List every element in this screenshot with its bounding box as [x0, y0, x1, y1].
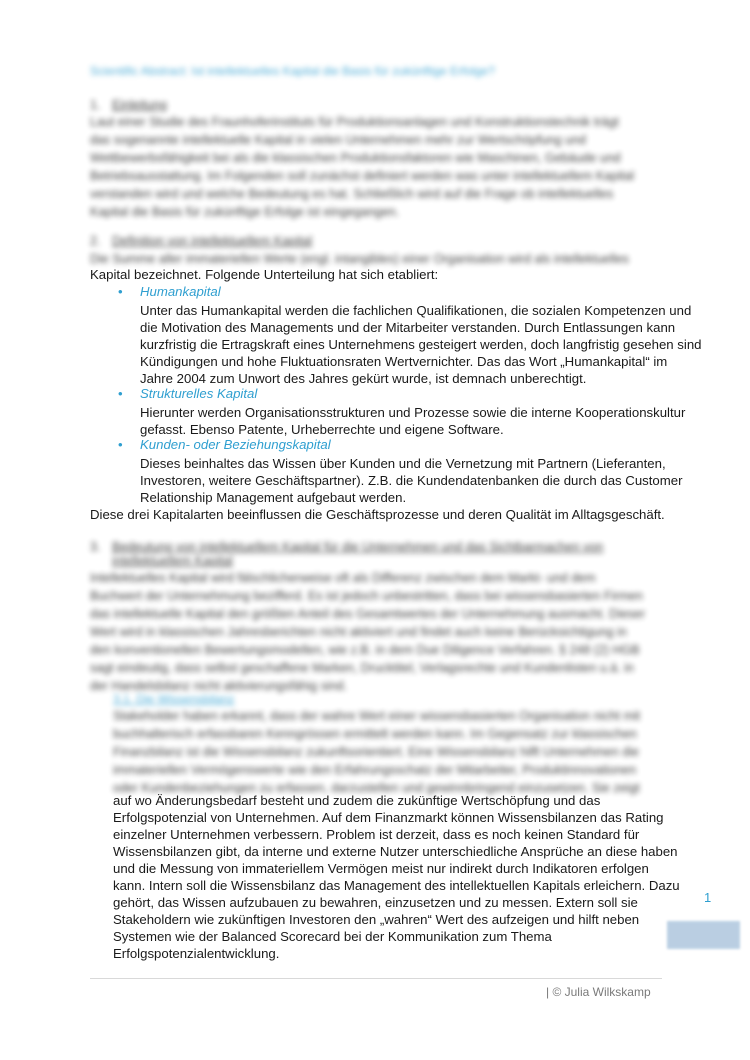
bullet-icon: • — [118, 437, 123, 452]
text-line: Hierunter werden Organisationsstrukturen und Prozesse sowie die interne Kooperationskultur — [140, 405, 686, 420]
text-line: das intellektuelle Kapital den größten Anteil des Gesamtwertes der Unternehmung ausmacht. Dieser — [90, 607, 646, 621]
subsection-body — [113, 707, 653, 797]
section-body — [90, 569, 650, 695]
section-heading — [90, 98, 650, 112]
bullet-body — [140, 455, 682, 506]
text-line: der Handelsbilanz nicht aktivierungsfähig sind. — [90, 679, 348, 693]
page-number: 1 — [704, 890, 712, 905]
page-number-tab — [667, 921, 740, 949]
section-heading — [90, 234, 650, 248]
section-number: 3. — [90, 540, 101, 554]
text-line: Stakeholder haben erkannt, dass der wahre Wert einer wissensbasierten Organisation nicht mit — [113, 709, 641, 723]
text-line: Kündigungen und hohe Fluktuationsraten Wertvernichter. Das das Wort „Humankapital“ im — [140, 354, 668, 369]
text-line: Betriebsausstattung. Im Folgenden soll zunächst definiert werden was unter intellektuellem Kapital — [90, 169, 635, 183]
text-line: die Motivation des Managements und der Mitarbeiter verstanden. Durch Entlassungen kann — [140, 320, 676, 335]
bullet-label: Humankapital — [140, 284, 221, 299]
bullet-icon: • — [118, 386, 123, 401]
bullet-strukturelles-kapital — [118, 386, 257, 401]
text-line: sagt eindeutig, dass selbst geschaffene Marken, Drucktitel, Verlagsrechte und Kundenlisten u.ä. in — [90, 661, 634, 675]
section-title-continued — [90, 554, 650, 568]
bullet-humankapital — [118, 284, 221, 299]
section-title: Einleitung — [112, 98, 167, 112]
text-line: immateriellen Vermögenswerte wie den Erfahrungsschatz der Mitarbeiter, Produktinnovationen — [113, 763, 637, 777]
text-line: Finanzbilanz ist die Wissensbilanz zukunftsorientiert. Eine Wissensbilanz hilft Unternehmen die — [113, 745, 639, 759]
footer-copyright: | © Julia Wilkskamp — [546, 985, 651, 999]
text-line: Die Summe aller immateriellen Werte (engl. intangibles) einer Organisation wird als intellektuelles — [90, 252, 629, 266]
subsection-wissensbilanz — [113, 692, 653, 797]
text-line: verstanden wird und welche Bedeutung es hat. Schließlich wird auf die Frage ob intellektuelles — [90, 187, 614, 201]
text-line: Erfolgspotenzial von Unternehmen. Auf dem Finanzmarkt können Wissensbilanzen das Rating — [113, 810, 664, 825]
footer-divider — [90, 978, 662, 979]
section-title: Definition von intellektuellem Kapital — [112, 234, 313, 248]
text-line: kurzfristig die Ertragskraft eines Unternehmens gesteigert werden, doch langfristig gesehen sind — [140, 337, 702, 352]
text-line: Wissensbilanzen gibt, da interne und externe Nutzer unterschiedliche Ansprüche an diese haben — [113, 844, 678, 859]
text-line: das sogenannte intellektuelle Kapital in vielen Unternehmen mehr zur Wertschöpfung und — [90, 133, 586, 147]
subsection-title: 3.1. Die Wissensbilanz — [113, 692, 235, 706]
text-line: Wettbewerbsfähigkeit bei als die klassischen Produktionsfaktoren wie Maschinen, Gebäude und — [90, 151, 621, 165]
text-line: Dieses beinhaltes das Wissen über Kunden und die Vernetzung mit Partnern (Lieferanten, — [140, 456, 666, 471]
text-line: Erfolgspotenzialentwicklung. — [113, 946, 280, 961]
section-number: 2. — [90, 234, 101, 248]
text-line: gefasst. Ebenso Patente, Urheberrechte und eigene Software. — [140, 422, 504, 437]
text-line: oder Kundenbeziehungen zu erfassen, darzustellen und gewinnbringend einzusetzen. Sie zeigt — [113, 781, 640, 795]
text-line: buchhalterisch erfassbaren Kenngrössen ermittelt werden kann. Im Gegensatz zur klassischen — [113, 727, 637, 741]
text-line: Relationship Management aufgebaut werden. — [140, 490, 407, 505]
section-title: intellektuellem Kapital — [112, 554, 233, 568]
section-bedeutung — [90, 540, 650, 695]
subsection-body-visible — [113, 792, 680, 962]
text-line: Buchwert der Unternehmung bezifferd. Es ist jedoch unbestritten, dass bei wissensbasierten Firmen — [90, 589, 643, 603]
bullet-icon: • — [118, 284, 123, 299]
section-introduction — [90, 98, 650, 221]
text-line: Jahre 2004 zum Unwort des Jahres gekürt wurde, ist demnach unberechtigt. — [140, 371, 587, 386]
bullet-kundenkapital — [118, 437, 331, 452]
text-line: Wert wird in klassischen Jahresberichten nicht aktiviert und findet auch keine Berücksichtigung in — [90, 625, 627, 639]
intro-text: Kapital bezeichnet. Folgende Unterteilung hat sich etabliert: — [90, 267, 439, 282]
text-line: auf wo Änderungsbedarf besteht und zudem die zukünftige Wertschöpfung und das — [113, 793, 601, 808]
text-line: Systemen wie der Balanced Scorecard bei der Kommunikation zum Thema — [113, 929, 552, 944]
text-line: einzelner Unternehmen verbessern. Problem ist derzeit, dass es noch keinen Standard für — [113, 827, 640, 842]
text-line: und die Messung von immateriellem Vermögen meist nur indirekt durch Indikatoren erfolgen — [113, 861, 649, 876]
text-line: Laut einer Studie des Fraunhoferinstituts für Produktionsanlagen und Konstruktionstechnik trägt — [90, 115, 619, 129]
section-definition-heading — [90, 234, 650, 268]
text-line: Kapital die Basis für zukünftige Erfolge ist eingegangen. — [90, 205, 400, 219]
text-line: Unter das Humankapital werden die fachlichen Qualifikationen, die sozialen Kompetenzen und — [140, 303, 692, 318]
bullet-label: Kunden- oder Beziehungskapital — [140, 437, 331, 452]
closing-text: Diese drei Kapitalarten beeinflussen die Geschäftsprozesse und deren Qualität im Alltagsgeschäft. — [90, 507, 665, 522]
text-line: Intellektuelles Kapital wird fälschlicherweise oft als Differenz zwischen dem Markt- und dem — [90, 571, 596, 585]
text-line: gehört, das Wissen aufzubauen zu bewahren, einzusetzen und zu messen. Extern soll sie — [113, 895, 638, 910]
text-line: den konventionellen Bewertungsmodellen, wie z.B. in dem Due Diligence Verfahren. § 248 (2) HGB — [90, 643, 640, 657]
document-title: Scientific Abstract: Ist intellektuelles Kapital die Basis für zukünftige Erfolge? — [90, 64, 495, 78]
bullet-body — [140, 302, 702, 387]
section-body — [90, 113, 650, 221]
text-line: Investoren, weitere Geschäftspartner). Z.B. die Kundendatenbanken die durch das Customer — [140, 473, 683, 488]
bullet-label: Strukturelles Kapital — [140, 386, 258, 401]
section-title: Bedeutung von intellektuellem Kapital für die Unternehmen und das Sichtbarmachen von — [112, 540, 604, 554]
bullet-body — [140, 404, 685, 438]
text-line: Stakeholdern wie zukünftigen Investoren den „wahren“ Wert des aufzeigen und hilft neben — [113, 912, 640, 927]
section-heading — [90, 540, 650, 554]
text-line: kann. Intern soll die Wissensbilanz das Management des intellektuellen Kapitals erleichern. Dazu — [113, 878, 680, 893]
section-number: 1. — [90, 98, 101, 112]
